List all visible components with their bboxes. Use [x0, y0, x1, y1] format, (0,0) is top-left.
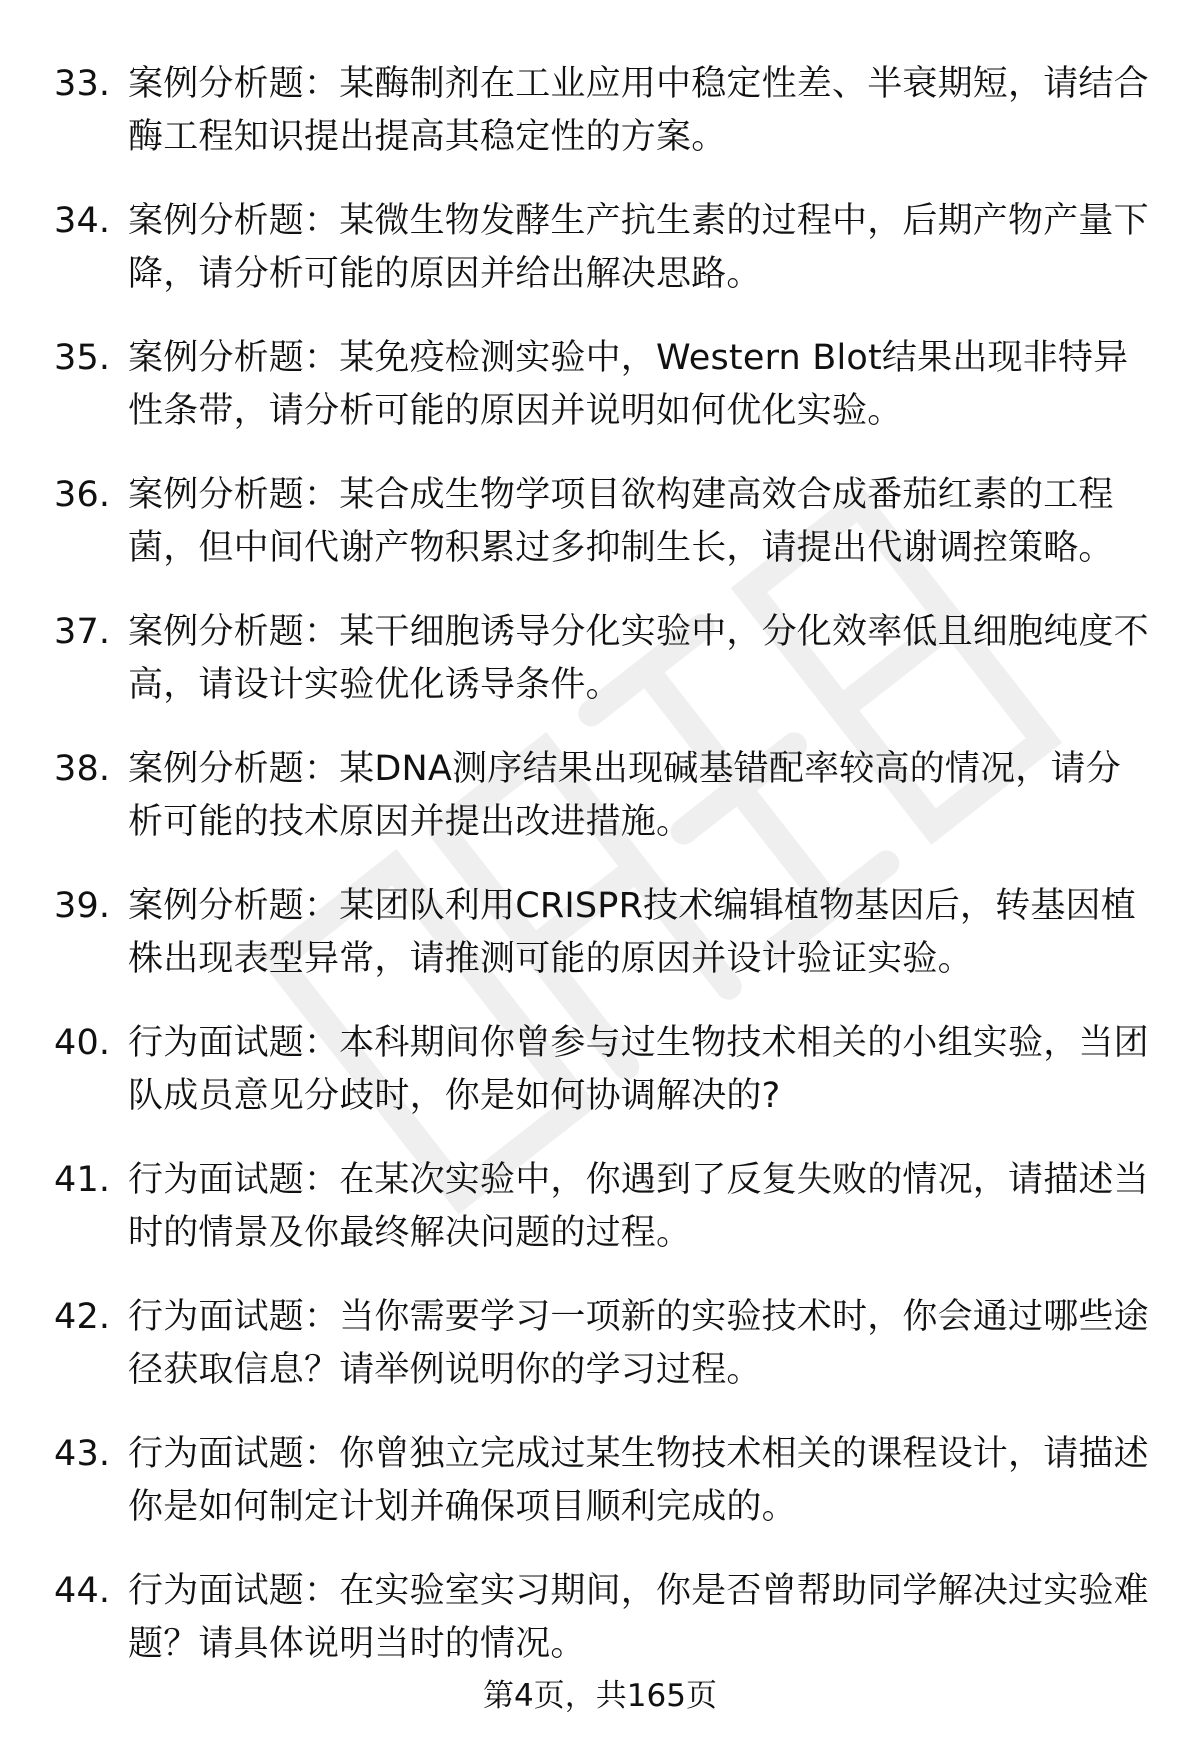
question-text: 案例分析题：某DNA测序结果出现碱基错配率较高的情况，请分析可能的技术原因并提出改进措施。 — [128, 749, 1121, 842]
question-item — [54, 332, 1154, 438]
question-text: 行为面试题：在某次实验中，你遇到了反复失败的情况，请描述当时的情景及你最终解决问题的过程。 — [128, 1160, 1149, 1253]
question-text: 行为面试题：在实验室实习期间，你是否曾帮助同学解决过实验难题？请具体说明当时的情况。 — [128, 1571, 1149, 1664]
question-text: 行为面试题：本科期间你曾参与过生物技术相关的小组实验，当团队成员意见分歧时，你是如何协调解决的? — [128, 1023, 1149, 1116]
question-text: 案例分析题：某干细胞诱导分化实验中，分化效率低且细胞纯度不高，请设计实验优化诱导条件。 — [128, 612, 1149, 705]
question-item — [54, 1565, 1154, 1671]
question-item — [54, 58, 1154, 164]
question-number: 37. — [54, 612, 111, 652]
question-number: 40. — [54, 1023, 111, 1063]
question-list — [54, 58, 1154, 1702]
question-number: 38. — [54, 749, 111, 789]
question-item — [54, 606, 1154, 712]
question-number: 36. — [54, 475, 111, 515]
question-number: 33. — [54, 64, 111, 104]
question-number: 44. — [54, 1571, 111, 1611]
question-item — [54, 1291, 1154, 1397]
question-item — [54, 195, 1154, 301]
question-text: 行为面试题：当你需要学习一项新的实验技术时，你会通过哪些途径获取信息？请举例说明你的学习过程。 — [128, 1297, 1149, 1390]
question-text: 案例分析题：某酶制剂在工业应用中稳定性差、半衰期短，请结合酶工程知识提出提高其稳定性的方案。 — [128, 64, 1149, 157]
question-item — [54, 1154, 1154, 1260]
question-item — [54, 469, 1154, 575]
question-number: 35. — [54, 338, 111, 378]
question-number: 42. — [54, 1297, 111, 1337]
question-item — [54, 1428, 1154, 1534]
question-item — [54, 880, 1154, 986]
question-text: 案例分析题：某合成生物学项目欲构建高效合成番茄红素的工程菌，但中间代谢产物积累过多抑制生长，请提出代谢调控策略。 — [128, 475, 1114, 568]
question-item — [54, 1017, 1154, 1123]
question-text: 行为面试题：你曾独立完成过某生物技术相关的课程设计，请描述你是如何制定计划并确保项目顺利完成的。 — [128, 1434, 1149, 1527]
question-number: 39. — [54, 886, 111, 926]
question-number: 41. — [54, 1160, 111, 1200]
question-item — [54, 743, 1154, 849]
question-number: 34. — [54, 201, 111, 241]
question-text: 案例分析题：某微生物发酵生产抗生素的过程中，后期产物产量下降，请分析可能的原因并给出解决思路。 — [128, 201, 1149, 294]
question-text: 案例分析题：某团队利用CRISPR技术编辑植物基因后，转基因植株出现表型异常，请推测可能的原因并设计验证实验。 — [128, 886, 1136, 979]
question-text: 案例分析题：某免疫检测实验中，Western Blot结果出现非特异性条带，请分析可能的原因并说明如何优化实验。 — [128, 338, 1129, 431]
page-footer: 第4页，共165页 — [483, 1678, 717, 1714]
question-number: 43. — [54, 1434, 111, 1474]
